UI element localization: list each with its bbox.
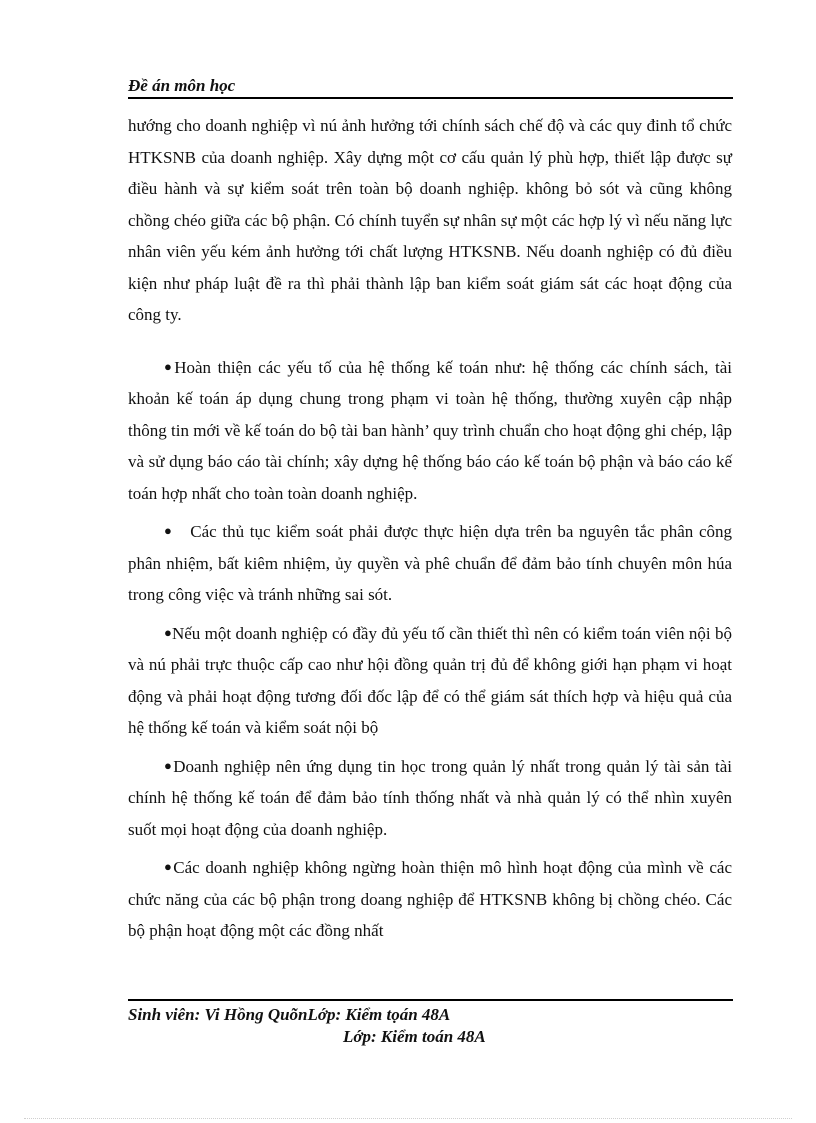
bullet-paragraph-operating-model	[128, 851, 732, 947]
bullet-icon: ●	[164, 358, 175, 374]
bullet-icon: ●	[164, 523, 174, 538]
footer-student-line: Sinh viên: Vi Hồng QuõnLớp: Kiểm tọán 48A	[128, 1005, 451, 1024]
page-header-title: Đề án môn học	[128, 76, 236, 95]
bullet-text: Các doanh nghiệp không ngừng hoàn thiện mô hình hoạt động của mình về các chức năng của các bộ phận trong doang nghiệp để HTKSNB không bị chồng chéo. Các bộ phận hoạt động một các đồng nhất	[128, 858, 732, 940]
bullet-paragraph-it-application	[128, 750, 732, 846]
bullet-paragraph-control-procedures	[128, 515, 732, 611]
bullet-icon: ●	[164, 859, 174, 874]
bullet-paragraph-accounting-system	[128, 351, 732, 510]
bullet-icon: ●	[164, 757, 174, 773]
footer-class-line: Lớp: Kiểm toán 48A	[343, 1027, 486, 1046]
page-bottom-border	[24, 1118, 792, 1119]
bullet-text: Doanh nghiệp nên ứng dụng tin học trong quản lý nhất trong quản lý tài sản tài chính hệ thống kế toán để đảm bảo tính thống nhất và nhà quản lý có thể nhìn xuyên suốt mọi hoạt động của doanh nghiệp.	[128, 756, 732, 839]
bullet-paragraph-internal-audit	[128, 617, 732, 744]
paragraph-intro: hướng cho doanh nghiệp vì nú ảnh hưởng tới chính sách chế độ và các quy đinh tổ chức HTKSNB của doanh nghiệp. Xây dựng một cơ cấu quản lý phù hợp, thiết lập được sự điều hành và sự kiểm soát trên toàn bộ doanh nghiệp. không bỏ sót và cũng không chồng chéo giữa các bộ phận. Có chính tuyển sự nhân sự một các hợp lý vì nếu năng lực nhân viên yếu kém ảnh hưởng tới chất lượng HTKSNB. Nếu doanh nghiệp có đủ điều kiện như pháp luật đề ra thì phải thành lập ban kiểm soát giám sát các hoạt động của công ty.	[128, 116, 732, 324]
bullet-text: Nếu một doanh nghiệp có đầy đủ yếu tố cần thiết thì nên có kiểm toán viên nội bộ và nú phải trực thuộc cấp cao như hội đồng quản trị đủ để không giới hạn phạm vi hoạt động và phải hoạt động tương đối đốc lập để có thể giám sát thích hợp và hiệu quả của hệ thống kế toán và kiểm soát nội bộ	[128, 623, 732, 737]
bullet-text: Hoàn thiện các yếu tố của hệ thống kế toán như: hệ thống các chính sách, tài khoản kế toán áp dụng chung trong phạm vi toàn hệ thống, thường xuyên cập nhập thông tin mới về kế toán do bộ tài ban hành’ quy trình chuẩn cho hoạt động ghi chép, lập và sử dụng báo cáo tài chính; xây dựng hệ thống báo cáo kế toán bộ phận và báo cáo kế toán hợp nhất cho toàn toàn doanh nghiệp.	[128, 357, 732, 503]
bullet-icon: ●	[164, 624, 172, 640]
footer-divider	[128, 999, 733, 1001]
document-body	[128, 110, 732, 947]
bullet-text: Các thủ tục kiểm soát phải được thực hiện dựa trên ba nguyên tắc phân công phân nhiệm, bất kiêm nhiệm, ủy quyền và phê chuẩn để đảm bảo tính chuyên môn húa trong công việc và tránh những sai sót.	[128, 522, 732, 604]
header-divider	[128, 97, 733, 99]
